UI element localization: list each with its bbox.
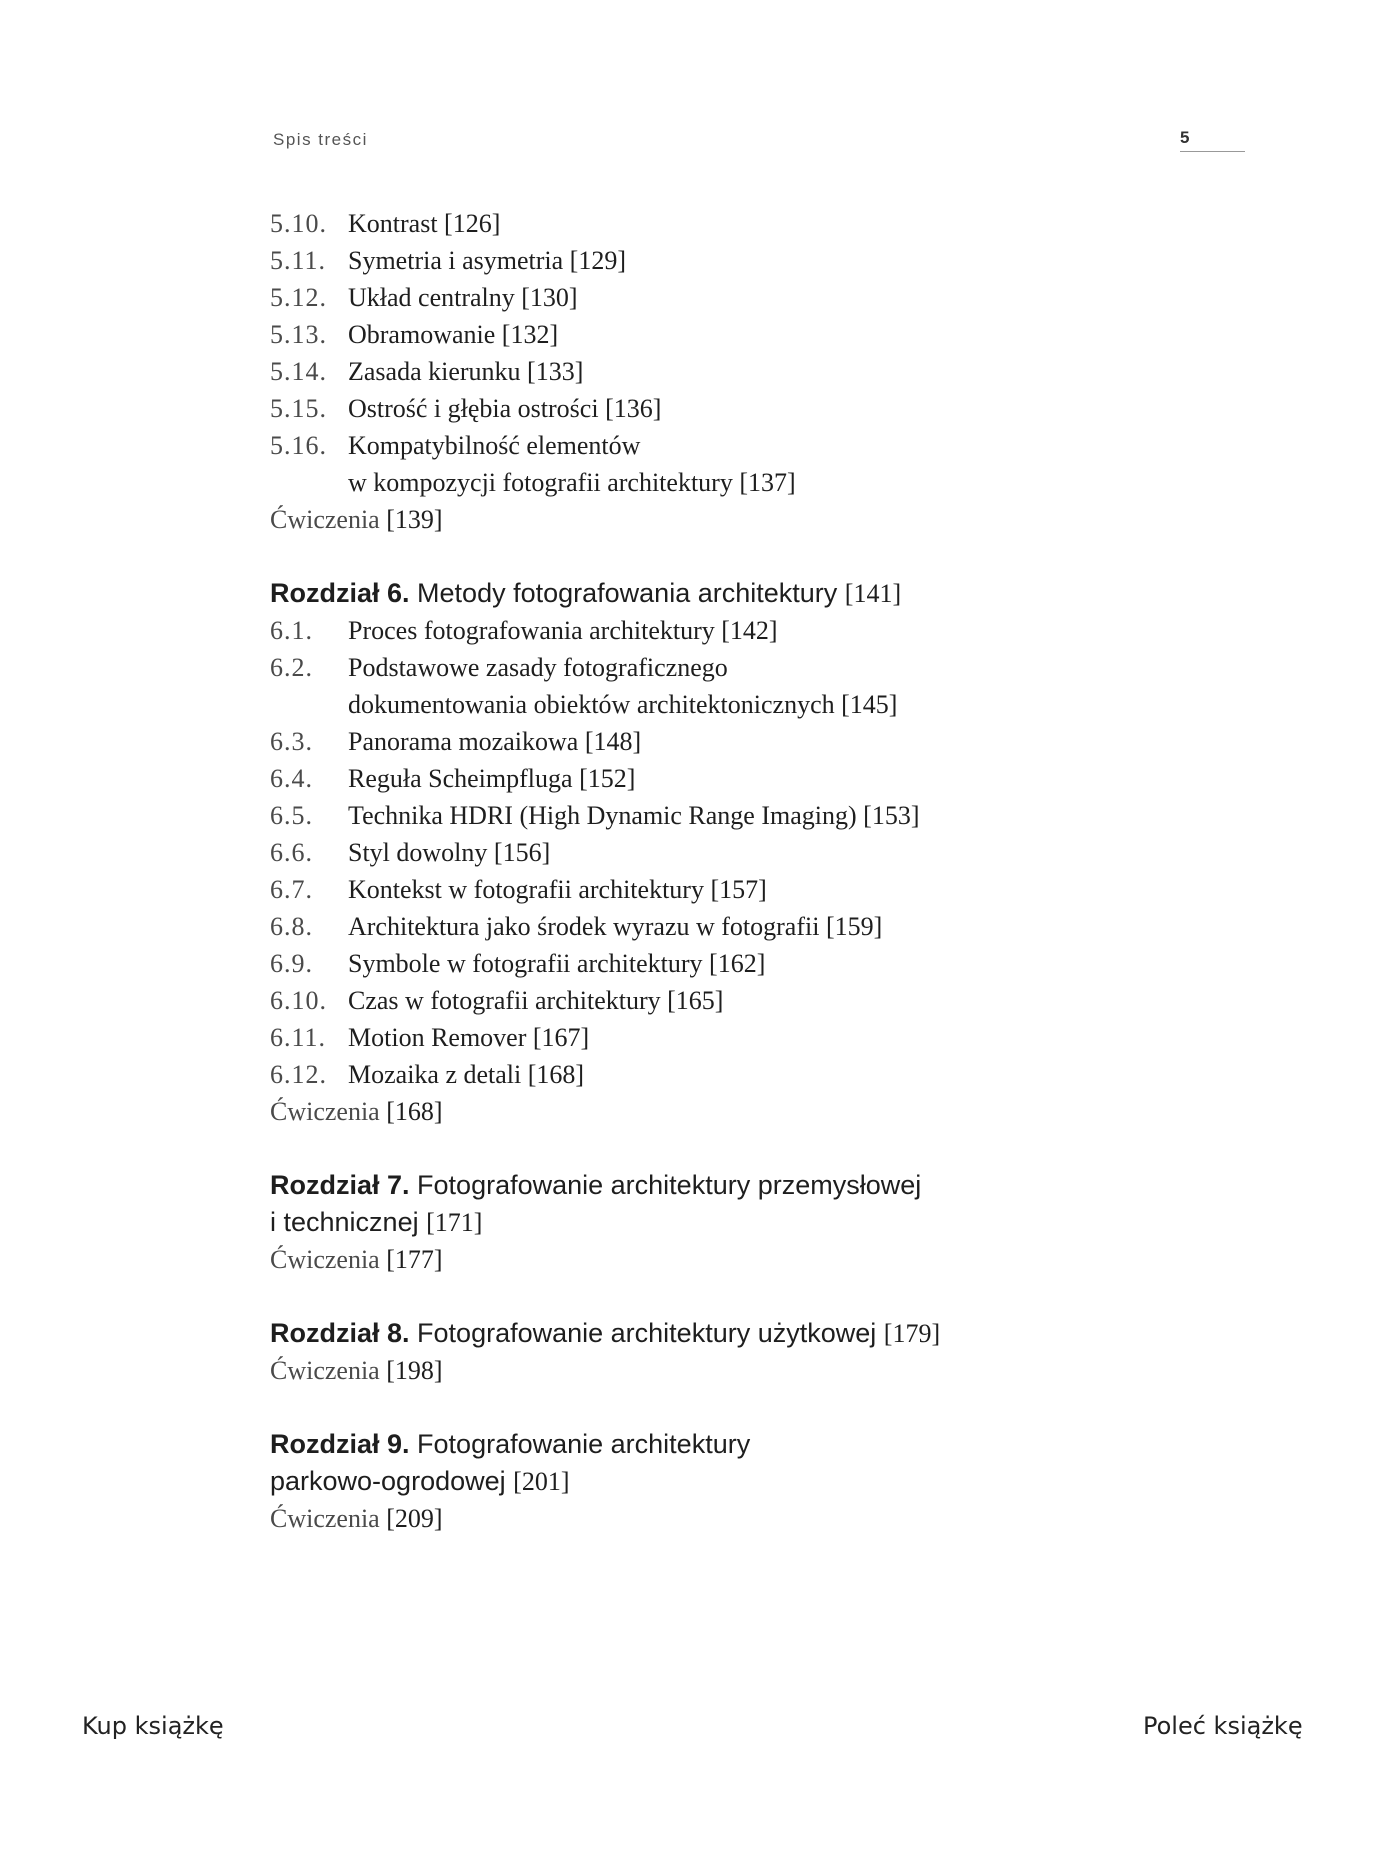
- entry-title: Kompatybilność elementów: [348, 431, 641, 460]
- toc-entry-5-12: [270, 279, 1030, 316]
- exercises-label: Ćwiczenia: [270, 1504, 380, 1533]
- toc-entry-6-8: [270, 908, 1030, 945]
- chapter-title: Metody fotografowania architektury: [417, 578, 838, 608]
- entry-title: Zasada kierunku: [348, 357, 521, 386]
- toc-entry-5-10: [270, 205, 1030, 242]
- toc-entry-5-14: [270, 353, 1030, 390]
- entry-number: 6.4.: [270, 764, 313, 793]
- entry-title-continued: dokumentowania obiektów architektonicznych: [348, 690, 835, 719]
- toc-entry-6-1: [270, 612, 1030, 649]
- entry-number: 6.2.: [270, 653, 313, 682]
- entry-title: Styl dowolny: [348, 838, 488, 867]
- toc-entry-6-10: [270, 982, 1030, 1019]
- entry-page: [137]: [739, 468, 796, 497]
- entry-page: [165]: [667, 986, 724, 1015]
- recommend-book-link[interactable]: Poleć książkę: [1143, 1712, 1303, 1740]
- entry-title: Ostrość i głębia ostrości: [348, 394, 599, 423]
- running-header: Spis treści: [273, 130, 368, 149]
- chapter-title: Fotografowanie architektury przemysłowej: [417, 1170, 922, 1200]
- toc-entry-5-16: [270, 427, 1030, 464]
- chapter-heading-6: [270, 575, 1030, 612]
- toc-entry-6-6: [270, 834, 1030, 871]
- entry-title: Podstawowe zasady fotograficznego: [348, 653, 728, 682]
- entry-page: [132]: [501, 320, 559, 349]
- entry-page: [168]: [527, 1060, 585, 1089]
- exercises-page: [209]: [386, 1504, 443, 1533]
- chapter-page: [141]: [844, 579, 902, 608]
- entry-title-continued: w kompozycji fotografii architektury: [348, 468, 733, 497]
- toc-entry-6-11: [270, 1019, 1030, 1056]
- entry-title: Motion Remover: [348, 1023, 527, 1052]
- toc-entry-6-5: [270, 797, 1030, 834]
- page-number-rule: [1180, 151, 1245, 152]
- entry-page: [153]: [863, 801, 920, 830]
- entry-title: Panorama mozaikowa: [348, 727, 579, 756]
- entry-title: Obramowanie: [348, 320, 496, 349]
- exercises-label: Ćwiczenia: [270, 1245, 380, 1274]
- entry-number: 6.1.: [270, 616, 313, 645]
- buy-book-link[interactable]: Kup książkę: [82, 1712, 224, 1740]
- entry-page: [157]: [710, 875, 767, 904]
- entry-page: [133]: [527, 357, 584, 386]
- toc-entry-6-2: [270, 649, 1030, 686]
- chapter-label: Rozdział 9.: [270, 1429, 410, 1459]
- toc-entry-5-11: [270, 242, 1030, 279]
- exercises-label: Ćwiczenia: [270, 505, 380, 534]
- exercises-page: [177]: [386, 1245, 443, 1274]
- entry-number: 5.13.: [270, 320, 327, 349]
- entry-title: Architektura jako środek wyrazu w fotografii: [348, 912, 820, 941]
- entry-number: 6.7.: [270, 875, 313, 904]
- entry-title: Kontekst w fotografii architektury: [348, 875, 704, 904]
- entry-number: 6.3.: [270, 727, 313, 756]
- chapter-title-continued: parkowo-ogrodowej: [270, 1466, 506, 1496]
- entry-title: Mozaika z detali: [348, 1060, 522, 1089]
- chapter-page: [179]: [883, 1319, 941, 1348]
- entry-title: Symbole w fotografii architektury: [348, 949, 703, 978]
- toc-entry-6-2-continued: [270, 686, 1030, 723]
- chapter-label: Rozdział 8.: [270, 1318, 410, 1348]
- entry-page: [129]: [569, 246, 626, 275]
- entry-title: Czas w fotografii architektury: [348, 986, 661, 1015]
- page-number: 5: [1180, 128, 1190, 147]
- chapter-heading-8: [270, 1315, 1030, 1352]
- exercises-page: [198]: [386, 1356, 443, 1385]
- entry-number: 6.10.: [270, 986, 327, 1015]
- entry-number: 6.6.: [270, 838, 313, 867]
- entry-title: Układ centralny: [348, 283, 515, 312]
- entry-page: [126]: [444, 209, 501, 238]
- toc-entry-6-9: [270, 945, 1030, 982]
- entry-page: [142]: [721, 616, 778, 645]
- entry-page: [148]: [584, 727, 642, 756]
- toc-entry-6-7: [270, 871, 1030, 908]
- toc-entry-5-15: [270, 390, 1030, 427]
- entry-page: [152]: [579, 764, 636, 793]
- entry-number: 5.10.: [270, 209, 327, 238]
- toc-entry-6-3: [270, 723, 1030, 760]
- exercises-label: Ćwiczenia: [270, 1097, 380, 1126]
- chapter-title: Fotografowanie architektury użytkowej: [417, 1318, 877, 1348]
- exercises-page: [168]: [386, 1097, 443, 1126]
- chapter-heading-7: [270, 1167, 1030, 1241]
- entry-title: Proces fotografowania architektury: [348, 616, 715, 645]
- entry-page: [145]: [841, 690, 898, 719]
- chapter-heading-9: [270, 1426, 1030, 1500]
- exercises-entry: [270, 1241, 1030, 1278]
- entry-page: [136]: [605, 394, 662, 423]
- exercises-label: Ćwiczenia: [270, 1356, 380, 1385]
- entry-number: 6.5.: [270, 801, 313, 830]
- entry-page: [167]: [532, 1023, 590, 1052]
- entry-title: Reguła Scheimpfluga: [348, 764, 573, 793]
- entry-number: 5.11.: [270, 246, 327, 275]
- toc-entry-6-12: [270, 1056, 1030, 1093]
- entry-page: [162]: [709, 949, 766, 978]
- chapter-label: Rozdział 7.: [270, 1170, 410, 1200]
- exercises-entry: [270, 1093, 1030, 1130]
- exercises-entry: [270, 1500, 1030, 1537]
- entry-page: [130]: [521, 283, 578, 312]
- exercises-entry: [270, 501, 1030, 538]
- exercises-page: [139]: [386, 505, 443, 534]
- entry-title: Symetria i asymetria: [348, 246, 564, 275]
- toc-entry-5-13: [270, 316, 1030, 353]
- entry-number: 6.11.: [270, 1023, 327, 1052]
- toc-entry-6-4: [270, 760, 1030, 797]
- toc-entry-5-16-continued: [270, 464, 1030, 501]
- chapter-page: [171]: [426, 1208, 483, 1237]
- entry-title: Kontrast: [348, 209, 438, 238]
- entry-number: 5.15.: [270, 394, 327, 423]
- entry-number: 6.8.: [270, 912, 313, 941]
- table-of-contents: [270, 205, 1030, 1537]
- entry-number: 5.14.: [270, 357, 327, 386]
- chapter-title-continued: i technicznej: [270, 1207, 419, 1237]
- entry-number: 6.9.: [270, 949, 313, 978]
- chapter-label: Rozdział 6.: [270, 578, 410, 608]
- exercises-entry: [270, 1352, 1030, 1389]
- entry-page: [156]: [493, 838, 551, 867]
- chapter-page: [201]: [513, 1467, 570, 1496]
- entry-title: Technika HDRI (High Dynamic Range Imaging): [348, 801, 857, 830]
- chapter-title: Fotografowanie architektury: [417, 1429, 751, 1459]
- entry-number: 5.16.: [270, 431, 327, 460]
- entry-page: [159]: [825, 912, 883, 941]
- entry-number: 6.12.: [270, 1060, 327, 1089]
- entry-number: 5.12.: [270, 283, 327, 312]
